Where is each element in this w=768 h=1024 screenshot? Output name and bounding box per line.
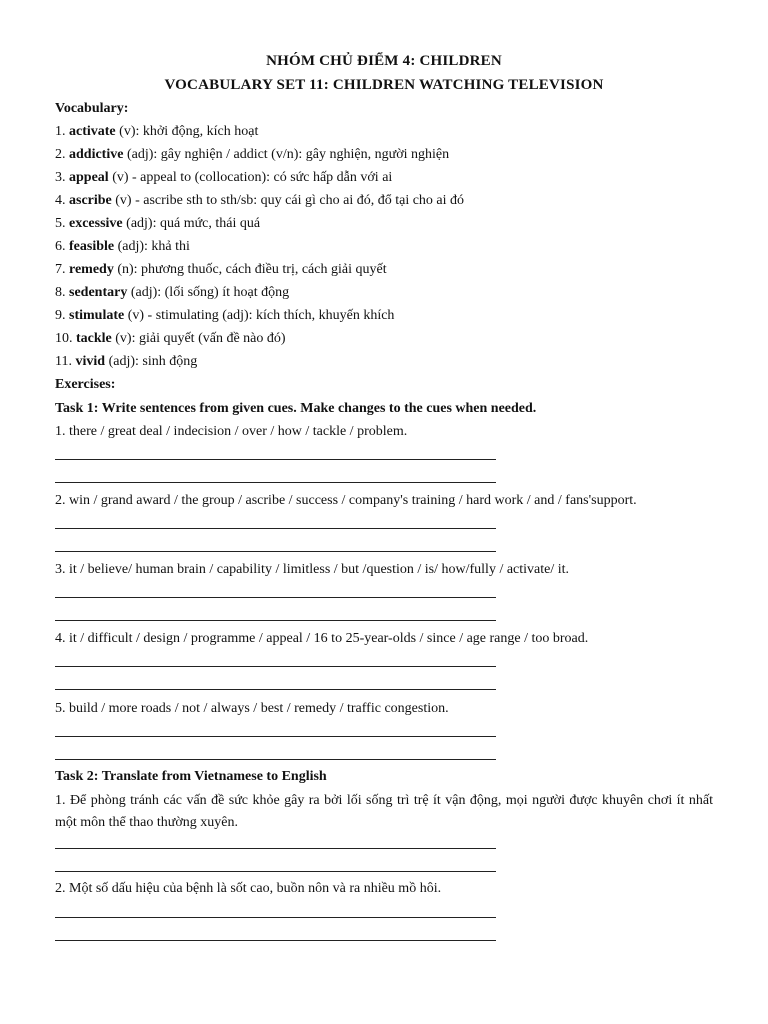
vocab-item <box>55 147 449 163</box>
task1-prompt: 5. build / more roads / not / always / best / remedy / traffic congestion. <box>55 701 449 716</box>
vocab-number: 2. <box>55 147 66 162</box>
task2-prompt: 2. Một số dấu hiệu của bệnh là sốt cao, buồn nôn và ra nhiều mồ hôi. <box>55 881 442 896</box>
vocab-word: ascribe <box>69 193 112 208</box>
vocab-word: vivid <box>75 354 106 369</box>
vocab-definition: (n): phương thuốc, cách điều trị, cách giải quyết <box>113 262 387 277</box>
vocab-number: 1. <box>55 124 66 139</box>
vocab-item <box>55 308 394 324</box>
vocab-item <box>55 124 258 140</box>
vocab-word: appeal <box>69 170 109 185</box>
vocab-word: addictive <box>69 147 124 162</box>
vocab-item <box>55 193 464 209</box>
vocabulary-heading: Vocabulary: <box>55 101 129 116</box>
vocab-definition: (adj): quá mức, thái quá <box>122 216 261 231</box>
vocab-word: sedentary <box>69 285 128 300</box>
answer-line[interactable] <box>55 871 496 872</box>
vocab-item <box>55 170 392 186</box>
vocab-number: 8. <box>55 285 66 300</box>
task2-prompt: 1. Để phòng tránh các vấn đề sức khỏe gây ra bởi lối sống trì trệ ít vận động, mọi người được khuyên chơi ít nhất một môn thể thao thường xuyên. <box>55 793 713 830</box>
vocab-definition: (v): giải quyết (vấn đề nào đó) <box>111 331 286 346</box>
vocab-definition: (v) - ascribe sth to sth/sb: quy cái gì cho ai đó, đổ tại cho ai đó <box>111 193 465 208</box>
vocab-word: activate <box>69 124 116 139</box>
answer-line[interactable] <box>55 917 496 918</box>
vocab-definition: (adj): khả thi <box>114 239 190 254</box>
vocab-definition: (v) - stimulating (adj): kích thích, khuyến khích <box>124 308 395 323</box>
vocab-word: stimulate <box>69 308 125 323</box>
vocab-item <box>55 262 387 278</box>
task1-prompt: 3. it / believe/ human brain / capability / limitless / but /question / is/ how/fully / activate/ it. <box>55 562 570 577</box>
vocab-word: tackle <box>76 331 112 346</box>
vocab-definition: (adj): sinh động <box>105 354 198 369</box>
answer-line[interactable] <box>55 759 496 760</box>
vocab-number: 6. <box>55 239 66 254</box>
vocab-item <box>55 239 190 255</box>
vocab-item <box>55 331 286 347</box>
vocab-number: 3. <box>55 170 66 185</box>
answer-line[interactable] <box>55 482 496 483</box>
answer-line[interactable] <box>55 551 496 552</box>
answer-line[interactable] <box>55 620 496 621</box>
vocab-item <box>55 216 260 232</box>
vocab-definition: (adj): gây nghiện / addict (v/n): gây nghiện, người nghiện <box>123 147 450 162</box>
task1-prompt: 2. win / grand award / the group / ascribe / success / company's training / hard work / and / fans'support. <box>55 493 637 508</box>
answer-line[interactable] <box>55 528 496 529</box>
vocab-number: 4. <box>55 193 66 208</box>
topic-heading: NHÓM CHỦ ĐIỂM 4: CHILDREN <box>266 53 502 69</box>
task2-title: Task 2: Translate from Vietnamese to English <box>55 769 327 784</box>
task1-title: Task 1: Write sentences from given cues. Make changes to the cues when needed. <box>55 401 537 416</box>
vocab-item <box>55 354 197 370</box>
vocab-number: 7. <box>55 262 66 277</box>
answer-line[interactable] <box>55 689 496 690</box>
vocab-number: 9. <box>55 308 66 323</box>
set-title: VOCABULARY SET 11: CHILDREN WATCHING TELEVISION <box>164 77 604 93</box>
answer-line[interactable] <box>55 940 496 941</box>
answer-line[interactable] <box>55 736 496 737</box>
vocab-definition: (adj): (lối sống) ít hoạt động <box>127 285 290 300</box>
answer-line[interactable] <box>55 666 496 667</box>
answer-line[interactable] <box>55 597 496 598</box>
vocab-number: 5. <box>55 216 66 231</box>
vocab-word: remedy <box>69 262 114 277</box>
vocab-word: feasible <box>69 239 115 254</box>
vocab-definition: (v): khởi động, kích hoạt <box>115 124 259 139</box>
task1-prompt: 1. there / great deal / indecision / over / how / tackle / problem. <box>55 424 408 439</box>
answer-line[interactable] <box>55 848 496 849</box>
exercises-heading: Exercises: <box>55 377 116 392</box>
vocab-definition: (v) - appeal to (collocation): có sức hấp dẫn với ai <box>108 170 393 185</box>
vocab-number: 11. <box>55 354 72 369</box>
answer-line[interactable] <box>55 459 496 460</box>
task1-prompt: 4. it / difficult / design / programme / appeal / 16 to 25-year-olds / since / age range / too broad. <box>55 631 589 646</box>
vocab-number: 10. <box>55 331 73 346</box>
vocab-item <box>55 285 289 301</box>
vocab-word: excessive <box>69 216 123 231</box>
